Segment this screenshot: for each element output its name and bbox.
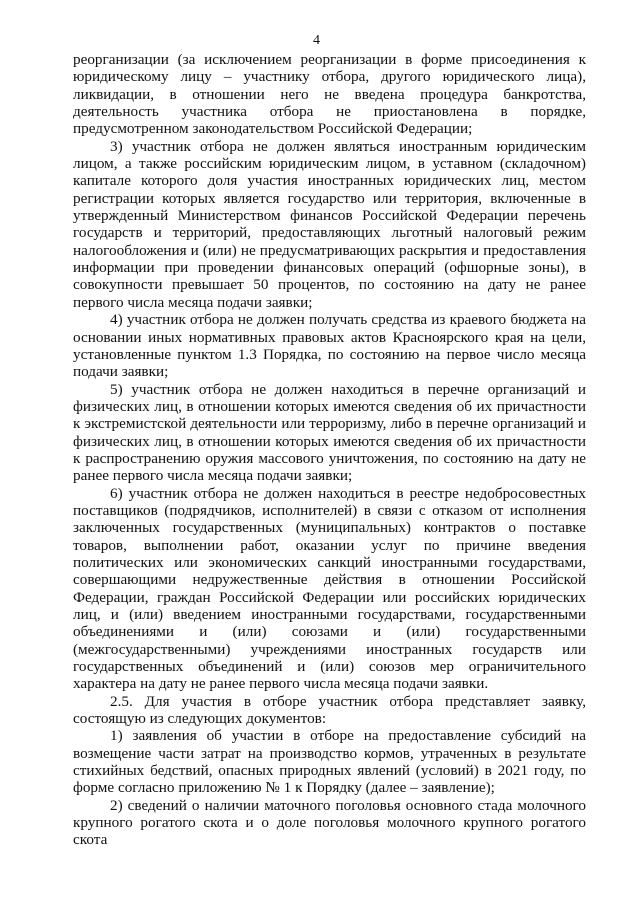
paragraph-section-2-5: 2.5. Для участия в отборе участник отбора представляет заявку, состоящую из следующих документов:	[73, 692, 586, 728]
paragraph-continuation: реорганизации (за исключением реорганизации в форме присоединения к юридическому лицу – участнику отбора, другого юридического лица), ликвидации, в отношении него не введена процедура банкротства, деятельность участника отбора не приостановлена в порядке, предусмотренном законодательством Российской Федерации;	[73, 51, 586, 138]
paragraph-doc-1: 1) заявления об участии в отборе на предоставление субсидий на возмещение части затрат на производство кормов, утраченных в результате стихийных бедствий, опасных природных явлений (условий) в 2021 году, по форме согласно приложению № 1 к Порядку (далее – заявление);	[73, 727, 586, 797]
paragraph-item-3: 3) участник отбора не должен являться иностранным юридическим лицом, а также российским юридическим лицом, в уставном (складочном) капитале которого доля участия иностранных юридических лиц, местом регистрации которых является государство или территория, включенные в утвержденный Министерством финансов Российской Федерации перечень государств и территорий, предоставляющих льготный налоговый режим налогообложения и (или) не предусматривающих раскрытия и предоставления информации при проведении финансовых операций (офшорные зоны), в совокупности превышает 50 процентов, по состоянию на дату не ранее первого числа месяца подачи заявки;	[73, 137, 586, 311]
paragraph-doc-2: 2) сведений о наличии маточного поголовья основного стада молочного крупного рогатого скота и о доле поголовья молочного крупного рогатого скота	[73, 796, 586, 849]
paragraph-item-6: 6) участник отбора не должен находиться в реестре недобросовестных поставщиков (подрядчиков, исполнителей) в связи с отказом от исполнения заключенных государственных (муниципальных) контрактов о поставке товаров, выполнении работ, оказании услуг по причине введения политических или экономических санкций иностранными государствами, совершающими недружественные действия в отношении Российской Федерации, граждан Российской Федерации или российских юридических лиц, и (или) введением иностранными государствами, государственными объединениями и (или) союзами и (или) государственными (межгосударственными) учреждениями иностранных государств или государственных объединений и (или) союзов мер ограничительного характера на дату не ранее первого числа месяца подачи заявки.	[73, 484, 586, 693]
paragraph-item-4: 4) участник отбора не должен получать средства из краевого бюджета на основании иных нормативных правовых актов Красноярского края на цели, установленные пунктом 1.3 Порядка, по состоянию на первое число месяца подачи заявки;	[73, 311, 586, 381]
paragraph-item-5: 5) участник отбора не должен находиться в перечне организаций и физических лиц, в отношении которых имеются сведения об их причастности к экстремистской деятельности или терроризму, либо в перечне организаций и физических лиц, в отношении которых имеются сведения об их причастности к распространению оружия массового уничтожения, по состоянию на дату не ранее первого числа месяца подачи заявки;	[73, 380, 586, 485]
page-number: 4	[313, 33, 320, 48]
document-body	[73, 51, 586, 849]
